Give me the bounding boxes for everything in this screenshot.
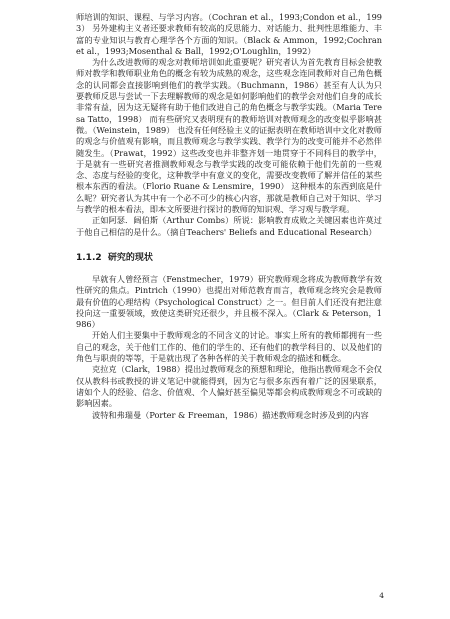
page-number: 4 [379, 591, 384, 600]
section-title: 研究的现状 [107, 252, 153, 263]
paragraph-1: 师培训的知识、课程、与学习内容。（Cochran et al.，1993;Condon et al.，1993） 另外建构主义者还要求教师有较高的反思能力、对话能力、批判性思维能力、丰富的专业知识与教育心理学各个方面的知识。（Black & Ammon，1992;Cochran et al.，1993;Mosenthal & Ball，1992;O'Loughlin，1992） [76, 12, 382, 56]
paragraph-4: 早就有人曾经预言（Fenstmecher，1979）研究教师观念将成为教师教学有效性研究的焦点。Pintrich（1990）也提出对师范教育而言，教师观念终究会是教师最有价值的心理结构（Psychological Construct）之一。但目前人们还没有把注意投向这一重要领域，致使这类研究还很少，并且极不深入。（Clark & Peterson，1986） [76, 273, 382, 330]
paragraph-7: 波特和弗瑞曼（Porter & Freeman，1986）描述教师观念时涉及到的内容 [92, 409, 369, 420]
section-heading [76, 252, 382, 264]
section-number: 1.1.2 [76, 252, 102, 263]
paragraph-5: 开始人们主要集中于教师观念的不同含义的讨论。事实上所有的教师都拥有一些自己的观念，关于他们工作的、他们的学生的、还有他们的教学科目的、以及他们的角色与职责的等等，于是就出现了各种各样的关于教师观念的描述和概念。 [76, 330, 382, 364]
paragraph-2: 为什么改进教师的观念对教师培训如此重要呢？研究者认为首先教育目标会使教师对教学和教师职业角色的概念有较为成熟的观念，这些观念连同教师对自己角色概念的认同都会直接影响到他们的教学实践。（Buchmann，1986）甚至有人认为只要教师反思与尝试一下去理解教师的观念是如何影响他们的教学会对他们自身的成长非常有益，因为这无疑将有助于他们改进自己的角色概念与教学实践。（Maria Teresa Tatto，1998） 而有些研究又表明现有的教师培训对教师观念的改变似乎影响甚微。（Weinstein，1989） 也没有任何经验主义的证据表明在教师培训中文化对教师的观念与价值观有影响，而且教师观念与教学实践、教学行为的改变可能并不必然伴随发生。（Prawat，1992）这些改变也并非整齐划一地贯穿于不同科目的教学中，于是就有一些研究者推测教师观念与教学实践的改变可能依赖于他们先前的一些观念、态度与经验的变化，这种教学中有意义的变化，需要改变教师了解并信任的某些根本东西的看法。（Florio Ruane & Lensmire，1990） 这种根本的东西到底是什么呢？研究者认为其中有一个必不可少的核心内容，那就是教师自己对于知识、学习与教学的根本看法，即本文所要进行探讨的教师的知识观、学习观与教学观。 [76, 57, 382, 215]
paragraph-3: 正如阿瑟．阔伯斯（Arthur Combs）所说：影响教育成败之关键因素也许莫过于他自己相信的是什么。（摘自Teachers' Beliefs and Educational Research） [76, 215, 382, 237]
page-body [76, 12, 382, 421]
paragraph-6: 克拉克（Clark，1988）提出过教师观念的预想和理论，他指出教师观念不会仅仅从教科书或教授的讲义笔记中就能得到，因为它与很多东西有着广泛的因果联系，诸如个人的经验、信念、价值观、个人偏好甚至偏见等都会构成教师观念不可或缺的影响因素。 [76, 364, 382, 409]
